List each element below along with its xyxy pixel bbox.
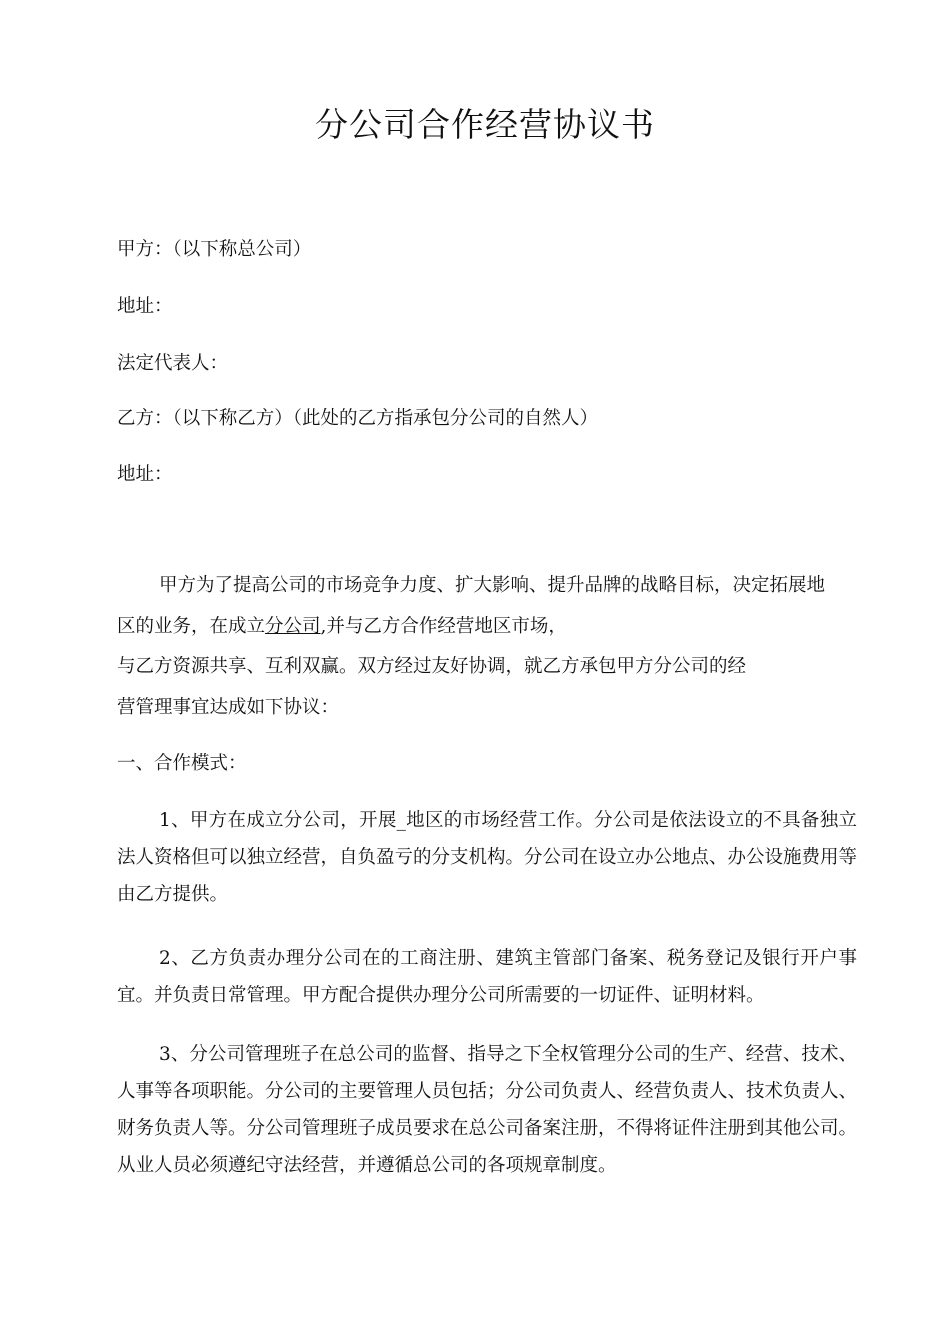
- intro-line-4: 营管理事宜达成如下协议：: [117, 697, 340, 718]
- party-a-address: 地址：: [117, 296, 173, 317]
- section-1-heading: 一、合作模式：: [117, 753, 247, 774]
- clause-1: 1、甲方在成立分公司，开展_地区的市场经营工作。分公司是依法设立的不具备独立法人资格但可以独立经营，自负盈亏的分支机构。分公司在设立办公地点、办公设施费用等由乙方提供。: [117, 810, 858, 905]
- intro-line-2-start: 区的业务，在成立: [117, 616, 266, 637]
- branch-company-link: 分公司: [265, 616, 321, 637]
- clause-3: 3、分公司管理班子在总公司的监督、指导之下全权管理分公司的生产、经营、技术、人事等各项职能。分公司的主要管理人员包括；分公司负责人、经营负责人、技术负责人、财务负责人等。分公司管理班子成员要求在总公司备案注册，不得将证件注册到其他公司。从业人员必须遵纪守法经营，并遵循总公司的各项规章制度。: [117, 1044, 858, 1176]
- intro-line-2: [117, 615, 567, 639]
- intro-line-3: 与乙方资源共享、互利双赢。双方经过友好协调，就乙方承包甲方分公司的经: [117, 656, 747, 677]
- party-b-address: 地址：: [117, 464, 173, 485]
- clause-2: 2、乙方负责办理分公司在的工商注册、建筑主管部门备案、税务登记及银行开户事宜。并负责日常管理。甲方配合提供办理分公司所需要的一切证件、证明材料。: [117, 948, 857, 1006]
- intro-line-1: 甲方为了提高公司的市场竞争力度、扩大影响、提升品牌的战略目标，决定拓展地: [159, 575, 826, 596]
- intro-line-2-end: ,并与乙方合作经营地区市场，: [320, 616, 567, 637]
- party-b-line: 乙方：（以下称乙方）（此处的乙方指承包分公司的自然人）: [117, 408, 599, 429]
- legal-representative: 法定代表人：: [117, 353, 229, 374]
- document-title: 分公司合作经营协议书: [315, 105, 655, 144]
- party-a-line: 甲方：（以下称总公司）: [117, 239, 312, 260]
